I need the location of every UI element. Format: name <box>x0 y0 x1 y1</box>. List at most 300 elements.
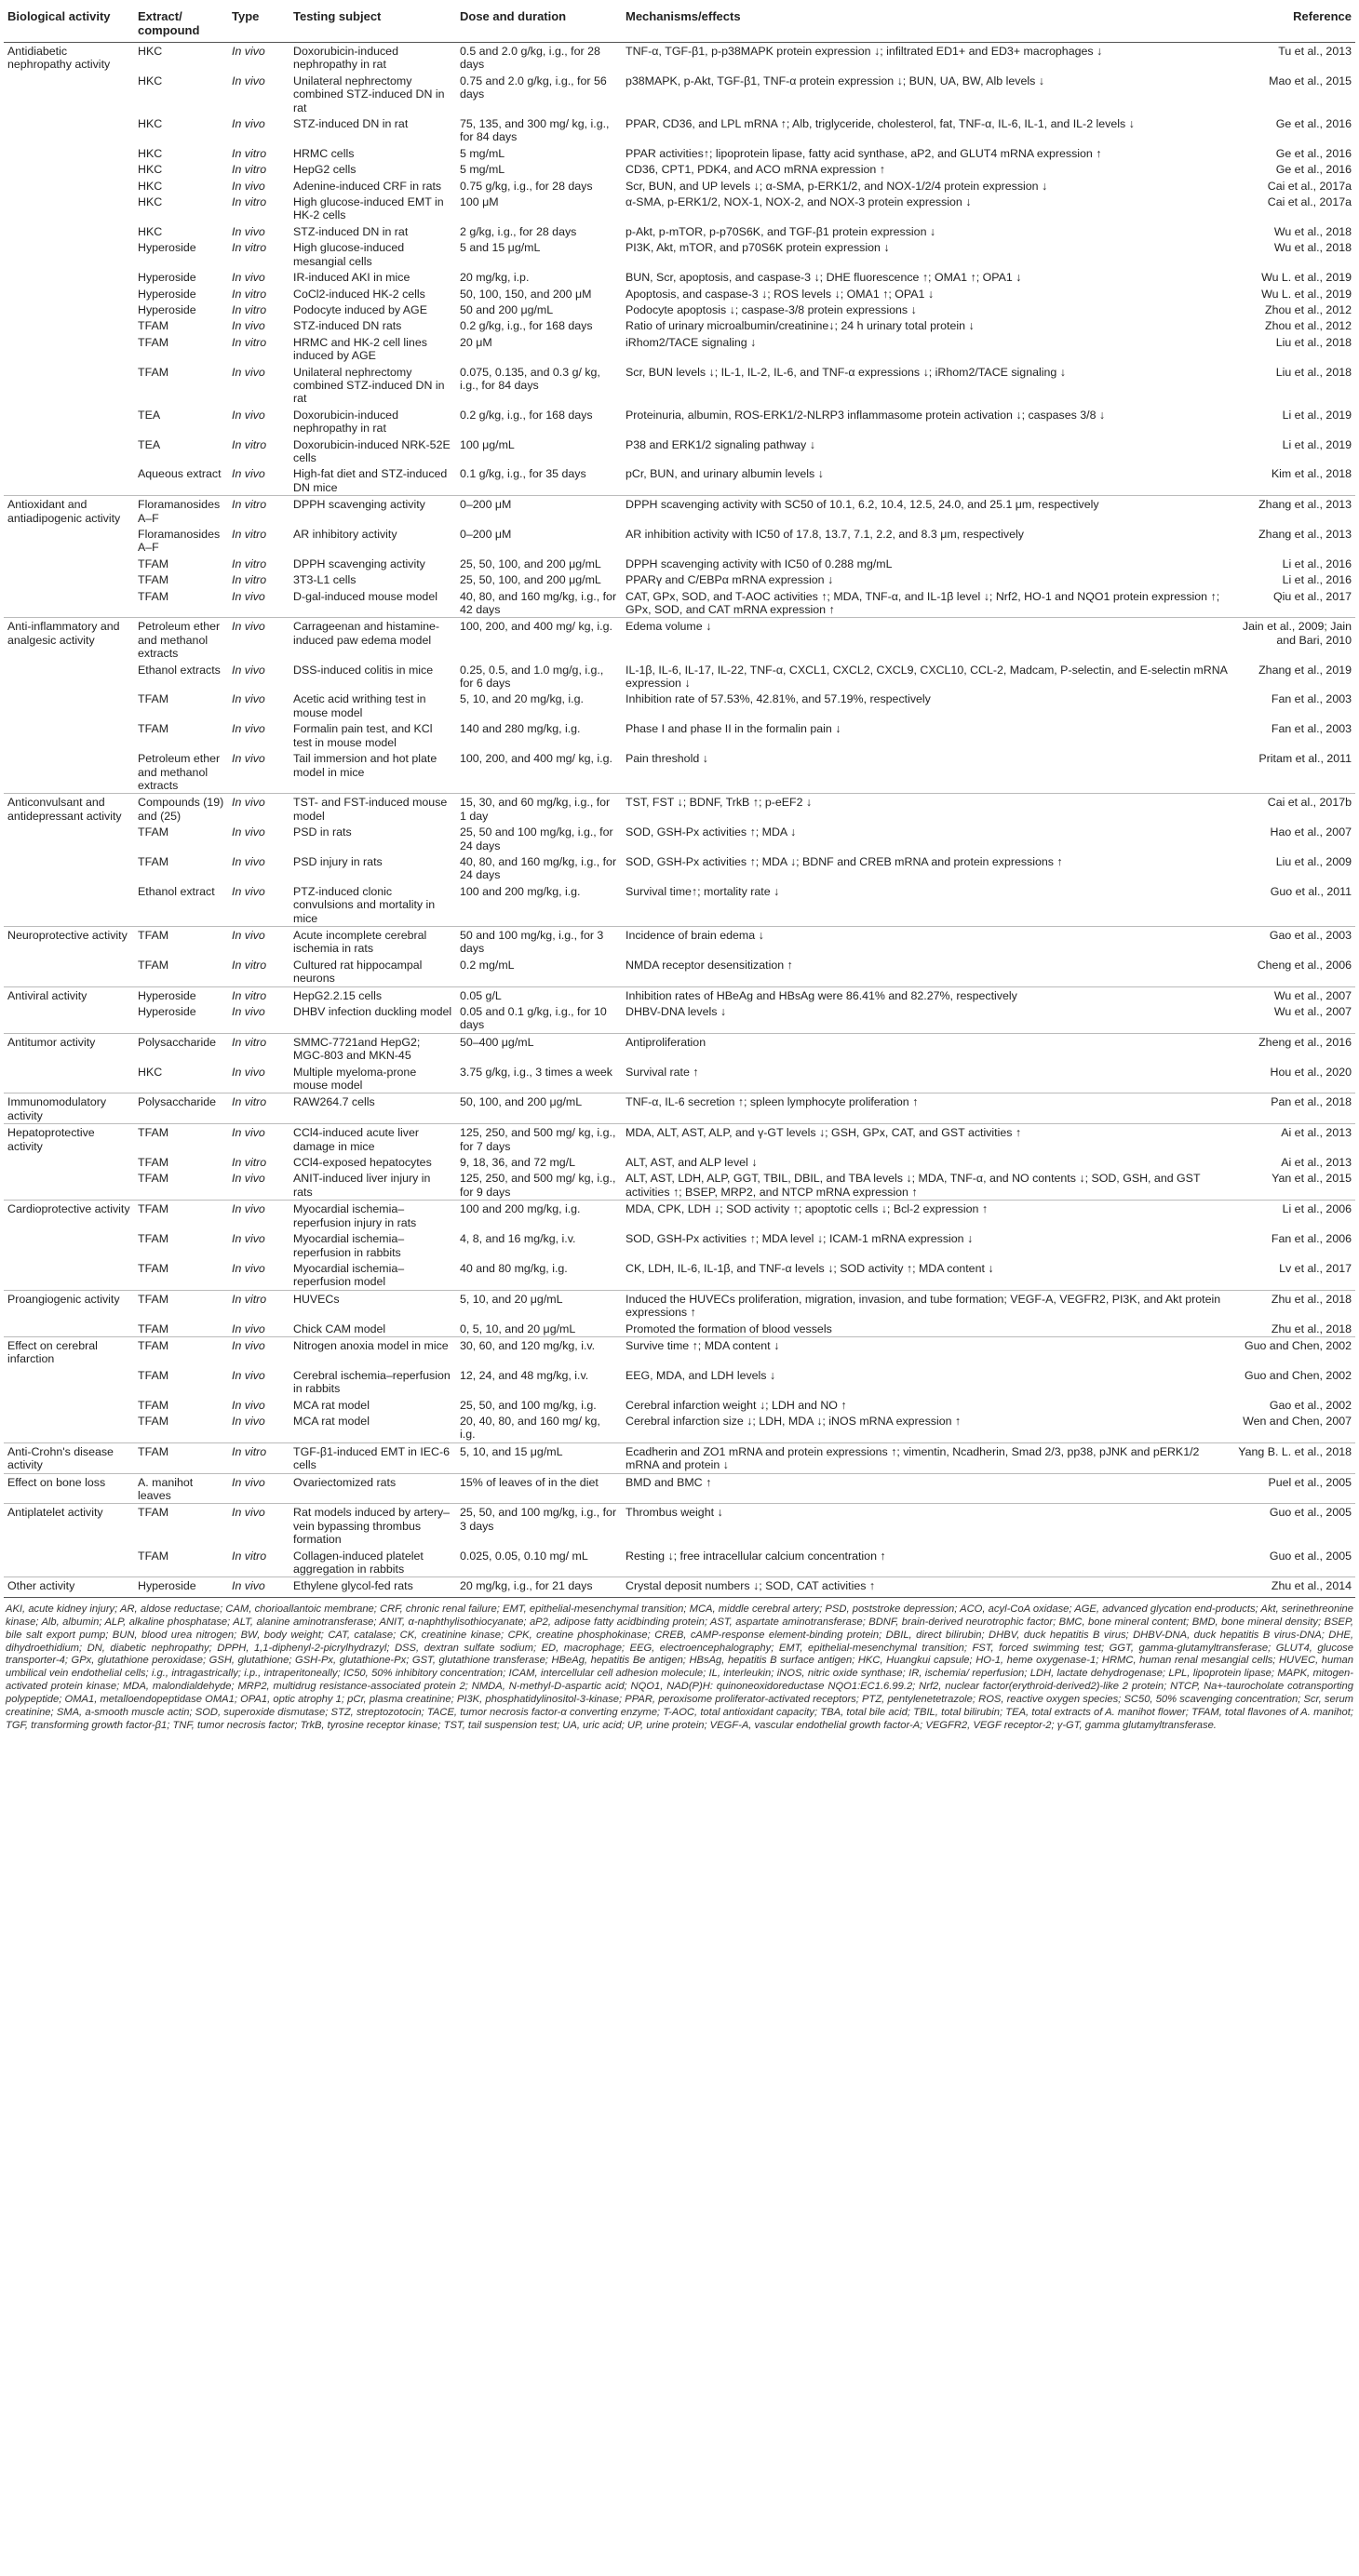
cell-dose-duration: 100, 200, and 400 mg/ kg, i.g. <box>456 618 622 662</box>
cell-testing-subject: 3T3-L1 cells <box>293 573 357 587</box>
table-row <box>4 407 1355 436</box>
cell-dose-duration: 20 mg/kg, i.g., for 21 days <box>456 1577 622 1597</box>
cell-biological-activity <box>4 364 134 407</box>
cell-dose-duration: 0.1 g/kg, i.g., for 35 days <box>460 467 586 481</box>
cell-mechanisms-effects: Cerebral infarction size ↓; LDH, MDA ↓; iNOS mRNA expression ↑ <box>626 1414 962 1428</box>
cell-reference: Jain et al., 2009; Jain and Bari, 2010 <box>1232 618 1355 662</box>
cell-biological-activity: Anti-Crohn's disease activity <box>4 1442 134 1473</box>
cell-extract-compound: TFAM <box>134 1504 228 1548</box>
cell-dose-duration: 140 and 280 mg/kg, i.g. <box>460 722 581 736</box>
table-footnote: AKI, acute kidney injury; AR, aldose reductase; CAM, chorioallantoic membrane; CRF, chronic renal failure; EMT, epithelial-mesenchymal transition; MCA, middle cerebral artery; PSD, poststroke depression; ACO, acyl-CoA oxidase; AGE, advanced glycation end-products; Akt, serinethreonine kinase; Alb, albumin; ALP, alkaline phosphatase; ALT, alanine aminotransferase; ANIT, α-naphthylisothiocyanate; aP2, adipose fatty acidbinding protein; AST, aspartate aminotransferase; BDNF, brain-derived neurotrophic factor; BMC, bone mineral content; BMD, bone mineral density; BSEP, bile salt export pump; BUN, blood urea nitrogen; BW, body weight; CAT, catalase; CK, creatinine kinase; CPK, creatine phosphokinase; CREB, cAMP-response element-binding protein; DBIL, direct bilirubin; DHBV, duck hepatitis B virus; DHBV-DNA, duck hepatitis B virus-DNA; DHE, dihydroethidium; DN, diabetic nephropathy; DPPH, 1,1-diphenyl-2-picrylhydrazyl; DSS, dextran sulfate sodium; ED, macrophage; EEG, electroencephalography; EMT, epithelial-mesenchymal transition; FST, forced swimming test; GGT, gamma-glutamyltransferase; GLUT4, glucose transporter-4; GPx, glutathione peroxidase; GSH, glutathione; GSH-Px, glutathione-Px; GST, glutathione transferase; HBeAg, hepatitis Be antigen; HBsAg, hepatitis B surface antigen; HKC, Huangkui capsule; HO-1, heme oxygenase-1; HRMC, human renal mesangial cells; HUVEC, human umbilical vein endothelial cells; i.g., intragastrically; i.p., intraperitoneally; IC50, 50% inhibitory concentration; ICAM, intercellular cell adhesion molecule; IL, interleukin; iNOS, nitric oxide synthase; IR, ischemia/ reperfusion; LDH, lactate dehydrogenase; LPL, lipoprotein lipase; MAPK, mitogen-activated protein kinase; MDA, malondialdehyde; MRP2, multidrug resistance-associated protein 2; NMDA, N-methyl-D-aspartic acid; NQO1, NAD(P)H: quinoneoxidoreductase NQO1:EC1.6.99.2; Nrf2, nuclear factor(erythroid-derived2)-like 2 protein; NTCP, Na+-taurocholate cotransporting polypeptide; OMA1, metalloendopeptidase OMA1; OPA1, optic atrophy 1; pCr, plasma creatinine; PI3K, phosphatidylinositol-3-kinase; PPAR, peroxisome proliferator-activated receptors; PTZ, pentylenetetrazole; ROS, reactive oxygen species; SC50, 50% scavenging concentration; Scr, serum creatinine; SMA, a-smooth muscle actin; SOD, superoxide dismutase; STZ, streptozotocin; TACE, tumor necrosis factor-α converting enzyme; T-AOC, total antioxidant capacity; TBA, total bile acid; TBIL, total bilirubin; TEA, total extracts of A. manihot flower; TFAM, total flavones of A. manihot; TGF, transforming growth factor-β1; TNF, tumor necrosis factor; TrkB, tyrosine receptor kinase; TST, tail suspension test; UA, uric acid; UP, urine protein; VEGF-A, vascular endothelial growth factor-A; VEGFR2, VEGF receptor-2; γ-GT, gamma glutamyltransferase. <box>6 1603 1353 1731</box>
table-row <box>4 662 1355 691</box>
cell-type: In vivo <box>232 1261 265 1275</box>
cell-extract-compound: Compounds (19) and (25) <box>134 794 228 824</box>
cell-dose-duration: 2 g/kg, i.g., for 28 days <box>460 224 577 238</box>
cell-testing-subject: HepG2.2.15 cells <box>289 986 456 1003</box>
cell-dose-duration: 40 and 80 mg/kg, i.g. <box>460 1261 568 1275</box>
cell-reference: Fan et al., 2003 <box>1271 722 1352 736</box>
cell-mechanisms-effects: Thrombus weight ↓ <box>622 1504 1232 1548</box>
cell-biological-activity <box>4 1321 134 1337</box>
cell-testing-subject: HRMC and HK-2 cell lines induced by AGE <box>293 335 427 363</box>
cell-mechanisms-effects: TST, FST ↓; BDNF, TrkB ↑; p-eEF2 ↓ <box>622 794 1232 824</box>
cell-reference: Lv et al., 2017 <box>1279 1261 1352 1275</box>
cell-biological-activity <box>4 662 134 691</box>
cell-testing-subject: Tail immersion and hot plate model in mice <box>293 752 437 779</box>
table-row <box>4 926 1355 956</box>
cell-mechanisms-effects: α-SMA, p-ERK1/2, NOX-1, NOX-2, and NOX-3 protein expression ↓ <box>626 195 972 209</box>
cell-extract-compound: TFAM <box>138 825 169 839</box>
cell-type: In vivo <box>232 74 265 87</box>
table-row <box>4 691 1355 720</box>
cell-mechanisms-effects: SOD, GSH-Px activities ↑; MDA level ↓; ICAM-1 mRNA expression ↓ <box>626 1232 974 1246</box>
cell-biological-activity <box>4 302 134 317</box>
cell-extract-compound: TFAM <box>138 573 169 587</box>
cell-testing-subject: Acetic acid writhing test in mouse model <box>293 692 426 719</box>
cell-type: In vivo <box>232 1065 265 1079</box>
cell-reference: Puel et al., 2005 <box>1232 1473 1355 1504</box>
cell-type: In vivo <box>232 271 265 285</box>
cell-dose-duration: 50 and 100 mg/kg, i.g., for 3 days <box>456 926 622 956</box>
cell-testing-subject: HepG2 cells <box>293 163 357 177</box>
table-row <box>4 571 1355 587</box>
cell-type: In vitro <box>232 241 267 255</box>
cell-dose-duration: 0, 5, 10, and 20 μg/mL <box>460 1322 576 1335</box>
cell-extract-compound: HKC <box>138 224 163 238</box>
cell-type: In vitro <box>228 1290 289 1320</box>
cell-reference: Yang B. L. et al., 2018 <box>1232 1442 1355 1473</box>
cell-extract-compound: Ethanol extracts <box>138 663 221 677</box>
cell-reference: Ai et al., 2013 <box>1281 1156 1352 1170</box>
cell-dose-duration: 15, 30, and 60 mg/kg, i.g., for 1 day <box>456 794 622 824</box>
cell-reference: Gao et al., 2003 <box>1232 926 1355 956</box>
cell-testing-subject: DSS-induced colitis in mice <box>293 663 434 677</box>
cell-dose-duration: 40, 80, and 160 mg/kg, i.g., for 24 days <box>460 854 617 882</box>
cell-dose-duration: 100 and 200 mg/kg, i.g. <box>460 884 581 898</box>
cell-reference: Wu et al., 2018 <box>1273 224 1352 238</box>
cell-mechanisms-effects: Cerebral infarction weight ↓; LDH and NO ↑ <box>626 1398 847 1412</box>
table-row <box>4 317 1355 333</box>
cell-extract-compound: Hyperoside <box>138 271 196 285</box>
cell-biological-activity <box>4 571 134 587</box>
cell-reference: Li et al., 2019 <box>1282 437 1352 451</box>
cell-extract-compound: TFAM <box>138 589 169 603</box>
cell-reference: Zhou et al., 2012 <box>1265 302 1352 316</box>
cell-mechanisms-effects: MDA, ALT, AST, ALP, and γ-GT levels ↓; GSH, GPx, CAT, and GST activities ↑ <box>622 1124 1232 1154</box>
table-row <box>4 526 1355 556</box>
cell-extract-compound: Hyperoside <box>138 1005 196 1018</box>
cell-extract-compound: TFAM <box>138 1261 169 1275</box>
cell-reference: Zhou et al., 2012 <box>1265 319 1352 333</box>
cell-testing-subject: DHBV infection duckling model <box>293 1005 452 1018</box>
cell-mechanisms-effects: DPPH scavenging activity with IC50 of 0.288 mg/mL <box>626 557 893 570</box>
cell-reference: Tu et al., 2013 <box>1278 45 1352 58</box>
table-row <box>4 1093 1355 1124</box>
cell-type: In vivo <box>228 1336 289 1366</box>
cell-type: In vivo <box>228 1473 289 1504</box>
cell-testing-subject: Carrageenan and histamine-induced paw edema model <box>289 618 456 662</box>
cell-extract-compound: TFAM <box>134 926 228 956</box>
cell-biological-activity <box>4 883 134 927</box>
cell-dose-duration: 25, 50 and 100 mg/kg, i.g., for 24 days <box>460 825 613 852</box>
cell-mechanisms-effects: NMDA receptor desensitization ↑ <box>626 958 793 972</box>
cell-mechanisms-effects: Survival rate ↑ <box>626 1065 699 1079</box>
cell-testing-subject: STZ-induced DN rats <box>293 319 402 333</box>
cell-reference: Wu et al., 2018 <box>1273 241 1352 255</box>
cell-mechanisms-effects: Inhibition rate of 57.53%, 42.81%, and 57.19%, respectively <box>626 692 931 706</box>
cell-extract-compound: TFAM <box>138 1322 169 1335</box>
table-row <box>4 1033 1355 1063</box>
cell-reference: Fan et al., 2003 <box>1271 692 1352 706</box>
cell-type: In vivo <box>228 1577 289 1597</box>
cell-dose-duration: 4, 8, and 16 mg/kg, i.v. <box>460 1232 576 1246</box>
table-row <box>4 1321 1355 1337</box>
cell-reference: Zhang et al., 2013 <box>1232 496 1355 526</box>
table-row <box>4 1367 1355 1397</box>
cell-extract-compound: Ethanol extract <box>138 884 215 898</box>
cell-testing-subject: HRMC cells <box>293 146 355 160</box>
table-row <box>4 302 1355 317</box>
cell-testing-subject: Nitrogen anoxia model in mice <box>289 1336 456 1366</box>
cell-testing-subject: PSD in rats <box>293 825 352 839</box>
table-row <box>4 556 1355 571</box>
table-row <box>4 883 1355 927</box>
cell-type: In vitro <box>232 287 267 301</box>
cell-dose-duration: 0.05 and 0.1 g/kg, i.g., for 10 days <box>460 1005 607 1032</box>
table-row <box>4 496 1355 526</box>
cell-mechanisms-effects: TNF-α, TGF-β1, p-p38MAPK protein expression ↓; infiltrated ED1+ and ED3+ macrophages ↓ <box>626 45 1103 58</box>
cell-biological-activity: Antidiabetic nephropathy activity <box>7 45 111 72</box>
cell-reference: Yan et al., 2015 <box>1272 1172 1352 1186</box>
header-dose-duration: Dose and duration <box>456 6 622 43</box>
cell-biological-activity <box>4 334 134 364</box>
cell-mechanisms-effects: SOD, GSH-Px activities ↑; MDA ↓; BDNF and CREB mRNA and protein expressions ↑ <box>626 854 1063 868</box>
cell-dose-duration: 9, 18, 36, and 72 mg/L <box>460 1156 575 1170</box>
cell-biological-activity: Antioxidant and antiadipogenic activity <box>4 496 134 526</box>
table-row <box>4 1548 1355 1577</box>
cell-type: In vitro <box>232 335 267 349</box>
table-row <box>4 73 1355 115</box>
cell-reference: Li et al., 2006 <box>1232 1201 1355 1230</box>
cell-testing-subject: IR-induced AKI in mice <box>293 271 410 285</box>
cell-testing-subject: High-fat diet and STZ-induced DN mice <box>293 467 448 494</box>
cell-reference: Zhu et al., 2014 <box>1232 1577 1355 1597</box>
cell-dose-duration: 75, 135, and 300 mg/ kg, i.g., for 84 days <box>460 117 610 144</box>
cell-extract-compound: Floramanosides A–F <box>134 496 228 526</box>
cell-biological-activity <box>4 194 134 223</box>
cell-mechanisms-effects: Resting ↓; free intracellular calcium concentration ↑ <box>626 1549 886 1563</box>
cell-reference: Gao et al., 2002 <box>1269 1398 1352 1412</box>
table-row <box>4 1260 1355 1290</box>
cell-biological-activity <box>4 115 134 145</box>
cell-extract-compound: HKC <box>138 1065 163 1079</box>
table-row <box>4 1290 1355 1320</box>
cell-testing-subject: Unilateral nephrectomy combined STZ-induced DN in rat <box>293 365 445 406</box>
cell-type: In vivo <box>232 224 265 238</box>
cell-reference: Zhu et al., 2018 <box>1232 1290 1355 1320</box>
cell-testing-subject: Cerebral ischemia–reperfusion in rabbits <box>293 1368 451 1396</box>
cell-extract-compound: TFAM <box>138 854 169 868</box>
cell-reference: Pritam et al., 2011 <box>1258 752 1352 766</box>
cell-reference: Li et al., 2019 <box>1282 408 1352 422</box>
cell-type: In vitro <box>228 1093 289 1124</box>
cell-reference: Hao et al., 2007 <box>1270 825 1352 839</box>
cell-dose-duration: 25, 50, and 100 mg/kg, i.g. <box>460 1398 597 1412</box>
cell-type: In vivo <box>232 854 265 868</box>
cell-testing-subject: Myocardial ischemia–reperfusion model <box>293 1261 405 1289</box>
cell-dose-duration: 0.05 g/L <box>456 986 622 1003</box>
cell-extract-compound: TFAM <box>134 1290 228 1320</box>
cell-reference: Qiu et al., 2017 <box>1272 589 1352 603</box>
cell-extract-compound: TFAM <box>138 692 169 706</box>
cell-mechanisms-effects: p38MAPK, p-Akt, TGF-β1, TNF-α protein expression ↓; BUN, UA, BW, Alb levels ↓ <box>626 74 1044 87</box>
cell-mechanisms-effects: CK, LDH, IL-6, IL-1β, and TNF-α levels ↓; SOD activity ↑; MDA content ↓ <box>626 1261 994 1275</box>
cell-reference: Liu et al., 2009 <box>1275 854 1352 868</box>
cell-biological-activity <box>4 269 134 285</box>
cell-reference: Cai et al., 2017a <box>1267 179 1352 193</box>
cell-type: In vivo <box>232 589 265 603</box>
cell-biological-activity: Cardioprotective activity <box>4 1201 134 1230</box>
cell-biological-activity: Anti-inflammatory and analgesic activity <box>4 618 134 662</box>
cell-dose-duration: 100 μg/mL <box>460 437 515 451</box>
cell-biological-activity <box>4 720 134 750</box>
cell-extract-compound: Hyperoside <box>138 302 196 316</box>
cell-reference: Guo et al., 2005 <box>1232 1504 1355 1548</box>
cell-dose-duration: 30, 60, and 120 mg/kg, i.v. <box>456 1336 622 1366</box>
cell-type: In vivo <box>228 618 289 662</box>
cell-biological-activity: Immunomodulatory activity <box>4 1093 134 1124</box>
cell-dose-duration: 5 mg/mL <box>460 146 505 160</box>
table-row <box>4 1442 1355 1473</box>
cell-dose-duration: 0.25, 0.5, and 1.0 mg/g, i.g., for 6 days <box>460 663 604 691</box>
cell-mechanisms-effects: PI3K, Akt, mTOR, and p70S6K protein expression ↓ <box>626 241 890 255</box>
cell-biological-activity <box>4 588 134 618</box>
cell-testing-subject: STZ-induced DN in rat <box>293 117 409 131</box>
cell-type: In vivo <box>232 117 265 131</box>
cell-testing-subject: CCl4-induced acute liver damage in mice <box>289 1124 456 1154</box>
cell-dose-duration: 0.75 and 2.0 g/kg, i.g., for 56 days <box>460 74 607 101</box>
cell-type: In vitro <box>228 1442 289 1473</box>
cell-reference: Guo et al., 2011 <box>1270 884 1352 898</box>
cell-dose-duration: 50, 100, 150, and 200 μM <box>460 287 592 301</box>
header-extract-compound: Extract/ compound <box>134 6 228 43</box>
cell-mechanisms-effects: Survival time↑; mortality rate ↓ <box>626 884 780 898</box>
cell-testing-subject: CoCl2-induced HK-2 cells <box>293 287 425 301</box>
cell-type: In vivo <box>232 1368 265 1382</box>
cell-biological-activity <box>4 1230 134 1260</box>
cell-extract-compound: A. manihot leaves <box>134 1473 228 1504</box>
cell-testing-subject: ANIT-induced liver injury in rats <box>293 1172 431 1199</box>
cell-extract-compound: TFAM <box>138 1414 169 1428</box>
cell-biological-activity <box>4 1154 134 1170</box>
cell-extract-compound: HKC <box>138 195 163 209</box>
cell-extract-compound: Hyperoside <box>134 1577 228 1597</box>
cell-testing-subject: Doxorubicin-induced NRK-52E cells <box>293 437 451 464</box>
cell-testing-subject: Ethylene glycol-fed rats <box>289 1577 456 1597</box>
cell-type: In vitro <box>232 195 267 209</box>
cell-testing-subject: Doxorubicin-induced nephropathy in rat <box>293 408 398 436</box>
table-row <box>4 1504 1355 1548</box>
cell-biological-activity <box>4 1413 134 1442</box>
cell-mechanisms-effects: IL-1β, IL-6, IL-17, IL-22, TNF-α, CXCL1, CXCL2, CXCL9, CXCL10, CCL-2, Madcam, P-selectin, and E-selectin mRNA expression ↓ <box>626 663 1228 691</box>
cell-mechanisms-effects: Promoted the formation of blood vessels <box>626 1322 832 1335</box>
cell-extract-compound: HKC <box>138 74 163 87</box>
cell-mechanisms-effects: iRhom2/TACE signaling ↓ <box>626 335 757 349</box>
table-row <box>4 1170 1355 1200</box>
cell-testing-subject: DPPH scavenging activity <box>293 557 425 570</box>
cell-reference: Kim et al., 2018 <box>1271 467 1352 481</box>
cell-extract-compound: TEA <box>138 437 161 451</box>
cell-biological-activity: Neuroprotective activity <box>4 926 134 956</box>
cell-extract-compound: Floramanosides A–F <box>138 528 221 555</box>
cell-mechanisms-effects: CD36, CPT1, PDK4, and ACO mRNA expression ↑ <box>626 163 885 177</box>
cell-mechanisms-effects: Scr, BUN, and UP levels ↓; α-SMA, p-ERK1/2, and NOX-1/2/4 protein expression ↓ <box>626 179 1048 193</box>
cell-testing-subject: PSD injury in rats <box>293 854 383 868</box>
table-row <box>4 1577 1355 1597</box>
cell-biological-activity: Effect on bone loss <box>4 1473 134 1504</box>
cell-mechanisms-effects: DPPH scavenging activity with SC50 of 10.1, 6.2, 10.4, 12.5, 24.0, and 25.1 μm, respectively <box>622 496 1232 526</box>
cell-extract-compound: TFAM <box>134 1442 228 1473</box>
cell-extract-compound: Aqueous extract <box>138 467 222 481</box>
cell-biological-activity <box>4 161 134 177</box>
table-row <box>4 223 1355 239</box>
cell-reference: Zhu et al., 2018 <box>1271 1322 1352 1335</box>
cell-mechanisms-effects: BUN, Scr, apoptosis, and caspase-3 ↓; DHE fluorescence ↑; OMA1 ↑; OPA1 ↓ <box>626 271 1022 285</box>
cell-dose-duration: 100 μM <box>460 195 499 209</box>
cell-mechanisms-effects: Ecadherin and ZO1 mRNA and protein expressions ↑; vimentin, Ncadherin, Smad 2/3, pp38, pJNK and pERK1/2 mRNA and protein ↓ <box>622 1442 1232 1473</box>
cell-dose-duration: 125, 250, and 500 mg/ kg, i.g., for 7 days <box>456 1124 622 1154</box>
cell-dose-duration: 100 and 200 mg/kg, i.g. <box>456 1201 622 1230</box>
table-row <box>4 1201 1355 1230</box>
cell-dose-duration: 20, 40, 80, and 160 mg/ kg, i.g. <box>460 1414 600 1442</box>
cell-type: In vivo <box>232 825 265 839</box>
data-table <box>4 6 1355 1598</box>
cell-type: In vivo <box>228 1504 289 1548</box>
cell-dose-duration: 3.75 g/kg, i.g., 3 times a week <box>460 1065 612 1079</box>
cell-biological-activity: Effect on cerebral infarction <box>4 1336 134 1366</box>
cell-reference: Liu et al., 2018 <box>1275 335 1352 349</box>
cell-extract-compound: TFAM <box>138 319 169 333</box>
cell-extract-compound: TFAM <box>138 1232 169 1246</box>
cell-dose-duration: 0.075, 0.135, and 0.3 g/ kg, i.g., for 84 days <box>460 365 600 392</box>
cell-extract-compound: TFAM <box>138 1549 169 1563</box>
cell-type: In vitro <box>232 1549 267 1563</box>
cell-testing-subject: Ovariectomized rats <box>289 1473 456 1504</box>
cell-dose-duration: 25, 50, and 100 mg/kg, i.g., for 3 days <box>456 1504 622 1548</box>
cell-dose-duration: 0.2 g/kg, i.g., for 168 days <box>460 319 593 333</box>
cell-extract-compound: Petroleum ether and methanol extracts <box>134 618 228 662</box>
cell-extract-compound: TEA <box>138 408 161 422</box>
table-row <box>4 853 1355 883</box>
cell-mechanisms-effects: DHBV-DNA levels ↓ <box>626 1005 727 1018</box>
cell-type: In vivo <box>232 467 265 481</box>
cell-reference: Pan et al., 2018 <box>1232 1093 1355 1124</box>
cell-testing-subject: TGF-β1-induced EMT in IEC-6 cells <box>289 1442 456 1473</box>
cell-dose-duration: 5 mg/mL <box>460 163 505 177</box>
cell-dose-duration: 25, 50, 100, and 200 μg/mL <box>460 573 601 587</box>
cell-extract-compound: TFAM <box>138 365 169 379</box>
table-row <box>4 1124 1355 1154</box>
cell-mechanisms-effects: P38 and ERK1/2 signaling pathway ↓ <box>626 437 815 451</box>
cell-type: In vivo <box>232 1414 265 1428</box>
cell-mechanisms-effects: Edema volume ↓ <box>622 618 1232 662</box>
table-row <box>4 824 1355 853</box>
cell-dose-duration: 0.5 and 2.0 g/kg, i.g., for 28 days <box>460 45 600 72</box>
cell-dose-duration: 50 and 200 μg/mL <box>460 302 554 316</box>
table-row <box>4 1064 1355 1093</box>
table-row <box>4 618 1355 662</box>
cell-biological-activity <box>4 526 134 556</box>
cell-mechanisms-effects: MDA, CPK, LDH ↓; SOD activity ↑; apoptotic cells ↓; Bcl-2 expression ↑ <box>622 1201 1232 1230</box>
cell-mechanisms-effects: TNF-α, IL-6 secretion ↑; spleen lymphocyte proliferation ↑ <box>622 1093 1232 1124</box>
cell-reference: Ai et al., 2013 <box>1232 1124 1355 1154</box>
cell-testing-subject: SMMC-7721and HepG2; MGC-803 and MKN-45 <box>289 1033 456 1063</box>
cell-biological-activity <box>4 853 134 883</box>
table-row <box>4 145 1355 161</box>
cell-type: In vivo <box>228 926 289 956</box>
cell-extract-compound: TFAM <box>138 557 169 570</box>
cell-testing-subject: Podocyte induced by AGE <box>293 302 427 316</box>
cell-mechanisms-effects: ALT, AST, and ALP level ↓ <box>626 1156 758 1170</box>
cell-extract-compound: HKC <box>138 179 163 193</box>
cell-type: In vivo <box>232 365 265 379</box>
cell-testing-subject: Cultured rat hippocampal neurons <box>293 958 423 986</box>
cell-biological-activity: Other activity <box>4 1577 134 1597</box>
cell-testing-subject: HUVECs <box>289 1290 456 1320</box>
cell-mechanisms-effects: EEG, MDA, and LDH levels ↓ <box>626 1368 776 1382</box>
cell-biological-activity <box>4 317 134 333</box>
cell-testing-subject: Myocardial ischemia–reperfusion injury in rats <box>289 1201 456 1230</box>
table-row <box>4 286 1355 302</box>
cell-type: In vitro <box>232 573 267 587</box>
cell-type: In vitro <box>232 437 267 451</box>
cell-biological-activity: Proangiogenic activity <box>4 1290 134 1320</box>
table-row <box>4 269 1355 285</box>
cell-biological-activity <box>4 824 134 853</box>
cell-mechanisms-effects: pCr, BUN, and urinary albumin levels ↓ <box>626 467 824 481</box>
cell-mechanisms-effects: PPARγ and C/EBPα mRNA expression ↓ <box>626 573 834 587</box>
cell-type: In vivo <box>232 179 265 193</box>
cell-reference: Cai et al., 2017b <box>1232 794 1355 824</box>
cell-dose-duration: 12, 24, and 48 mg/kg, i.v. <box>460 1368 589 1382</box>
cell-extract-compound: HKC <box>138 45 163 58</box>
cell-testing-subject: Rat models induced by artery–vein bypassing thrombus formation <box>289 1504 456 1548</box>
cell-extract-compound: HKC <box>138 117 163 131</box>
cell-type: In vivo <box>232 1005 265 1018</box>
header-type: Type <box>228 6 289 43</box>
cell-mechanisms-effects: Incidence of brain edema ↓ <box>622 926 1232 956</box>
cell-extract-compound: TFAM <box>138 335 169 349</box>
cell-dose-duration: 5, 10, and 20 mg/kg, i.g. <box>460 692 584 706</box>
table-row <box>4 334 1355 364</box>
cell-mechanisms-effects: Survive time ↑; MDA content ↓ <box>622 1336 1232 1366</box>
cell-dose-duration: 100, 200, and 400 mg/ kg, i.g. <box>460 752 612 766</box>
cell-type: In vivo <box>232 692 265 706</box>
cell-dose-duration: 125, 250, and 500 mg/ kg, i.g., for 9 days <box>460 1172 616 1199</box>
cell-reference: Ge et al., 2016 <box>1275 146 1352 160</box>
cell-biological-activity <box>4 556 134 571</box>
cell-mechanisms-effects: Ratio of urinary microalbumin/creatinine↓; 24 h urinary total protein ↓ <box>626 319 975 333</box>
table-row <box>4 194 1355 223</box>
cell-biological-activity: Hepatoprotective activity <box>4 1124 134 1154</box>
cell-biological-activity <box>4 465 134 495</box>
cell-type: In vivo <box>232 45 265 58</box>
cell-mechanisms-effects: p-Akt, p-mTOR, p-p70S6K, and TGF-β1 protein expression ↓ <box>626 224 936 238</box>
cell-extract-compound: TFAM <box>138 1156 169 1170</box>
cell-reference: Mao et al., 2015 <box>1269 74 1352 87</box>
cell-testing-subject: Myocardial ischemia–reperfusion in rabbits <box>293 1232 405 1259</box>
cell-type: In vitro <box>228 496 289 526</box>
cell-biological-activity <box>4 436 134 466</box>
